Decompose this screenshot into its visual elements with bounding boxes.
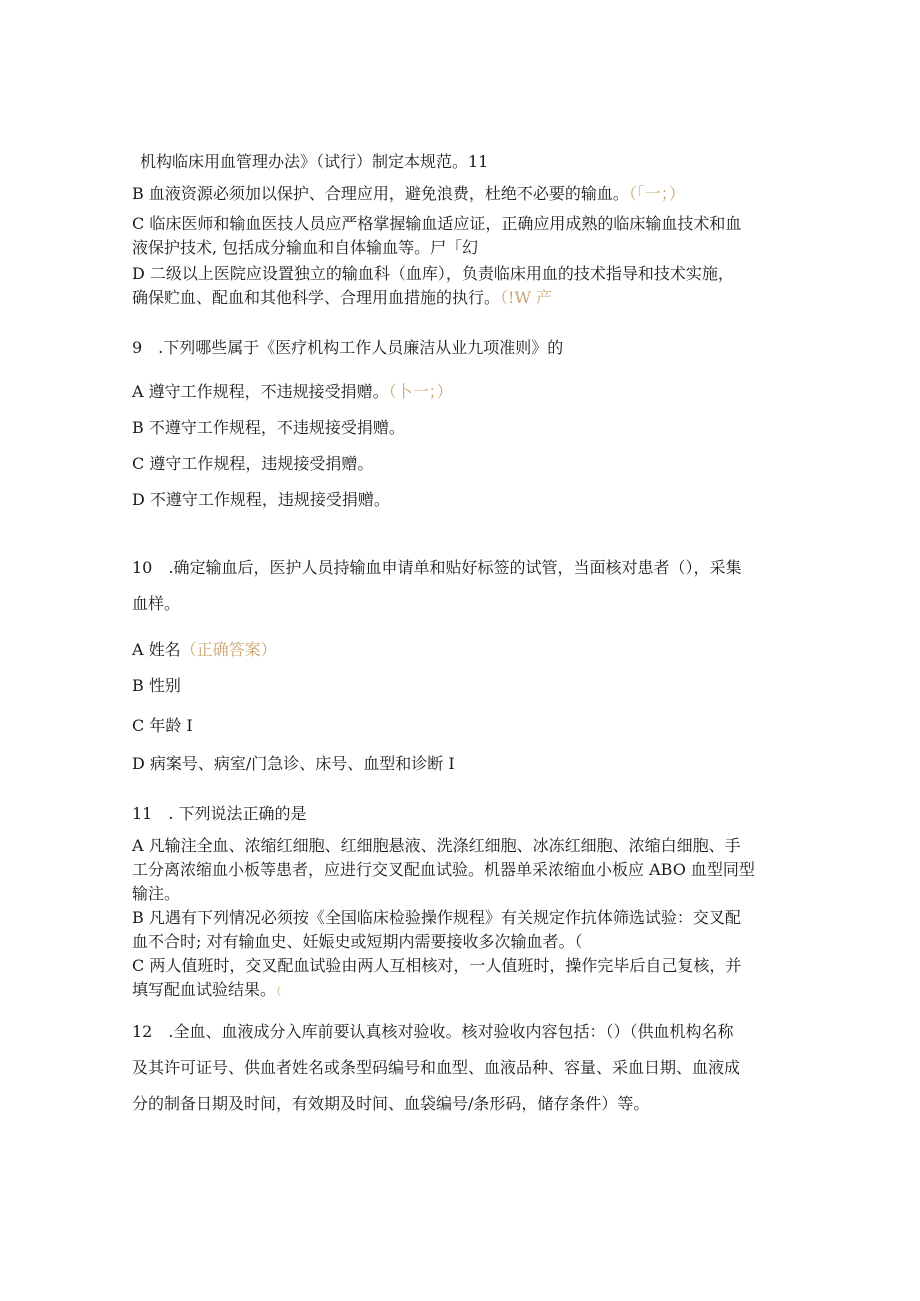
q11-question: 11 . 下列说法正确的是	[132, 804, 307, 823]
q9-option-d: D 不遵守工作规程，违规接受捐赠。	[132, 490, 390, 509]
q11-option-a-line2: 工分离浓缩血小板等患者，应进行交叉配血试验。机器单采浓缩血小板应 ABO 血型同型	[132, 860, 755, 879]
q10-option-b: B 性别	[132, 676, 181, 695]
q8-option-c-line2: 液保护技术, 包括成分输血和自体输血等。尸「幻	[132, 238, 479, 257]
q10-option-a-text: A 姓名	[132, 640, 181, 659]
q8-option-b-mark: （「一；）	[628, 184, 685, 203]
q8-option-b-text: B 血液资源必须加以保护、合理应用，避免浪费，杜绝不必要的输血。	[132, 184, 629, 203]
q12-line2: 及其许可证号、供血者姓名或条型码编号和血型、血液品种、容量、采血日期、血液成	[132, 1058, 741, 1077]
q10-option-a	[132, 640, 277, 660]
q8-option-b	[132, 184, 685, 204]
q10-option-c: C 年龄 I	[132, 716, 193, 735]
q11-option-b-line1: B 凡遇有下列情况必须按《全国临床检验操作规程》有关规定作抗体筛选试验：交叉配	[132, 908, 741, 927]
q9-question: 9 .下列哪些属于《医疗机构工作人员廉洁从业九项准则》的	[132, 338, 564, 357]
q10-question-line2: 血样。	[132, 594, 181, 613]
q8-option-d-line2	[132, 288, 552, 308]
q12-line3: 分的制备日期及时间，有效期及时间、血袋编号/条形码，储存条件）等。	[132, 1094, 650, 1113]
q10-question-line1: 10 .确定输血后，医护人员持输血申请单和贴好标签的试管，当面核对患者（），采集	[132, 558, 742, 577]
q8-option-d-line1: D 二级以上医院应设置独立的输血科（血库），负责临床用血的技术指导和技术实施，	[132, 264, 734, 283]
q11-option-b-line2: 血不合时; 对有输血史、妊娠史或短期内需要接收多次输血者。（	[132, 932, 583, 951]
q11-option-c-text: 填写配血试验结果。	[132, 980, 277, 999]
q10-option-d: D 病案号、病室/门急诊、床号、血型和诊断 I	[132, 754, 455, 773]
q10-option-a-mark: （正确答案）	[180, 640, 277, 659]
q9-option-a	[132, 382, 453, 402]
q9-option-a-mark: （卜一；）	[388, 382, 453, 401]
q11-option-a-line1: A 凡输注全血、浓缩红细胞、红细胞悬液、洗涤红细胞、冰冻红细胞、浓缩白细胞、手	[132, 836, 741, 855]
q9-option-c: C 遵守工作规程，违规接受捐赠。	[132, 454, 374, 473]
q8-intro-text: 机构临床用血管理办法》（试行）制定本规范。11	[140, 152, 489, 171]
q11-option-a-line3: 输注。	[132, 884, 181, 903]
q9-option-a-text: A 遵守工作规程，不违规接受捐赠。	[132, 382, 389, 401]
q8-option-c-line1: C 临床医师和输血医技人员应严格掌握输血适应证，正确应用成熟的临床输血技术和血	[132, 214, 742, 233]
q11-option-c-mark: （	[276, 985, 282, 998]
q11-option-c-line2	[132, 980, 282, 1002]
q8-option-d-mark: （!W 产	[500, 288, 552, 307]
q11-option-c-line1: C 两人值班时，交叉配血试验由两人互相核对，一人值班时，操作完毕后自己复核，并	[132, 956, 742, 975]
q8-option-d-text: 确保贮血、配血和其他科学、合理用血措施的执行。	[132, 288, 501, 307]
q12-line1: 12 .全血、血液成分入库前要认真核对验收。核对验收内容包括：（）（供血机构名称	[132, 1022, 734, 1041]
q9-option-b: B 不遵守工作规程，不违规接受捐赠。	[132, 418, 405, 437]
